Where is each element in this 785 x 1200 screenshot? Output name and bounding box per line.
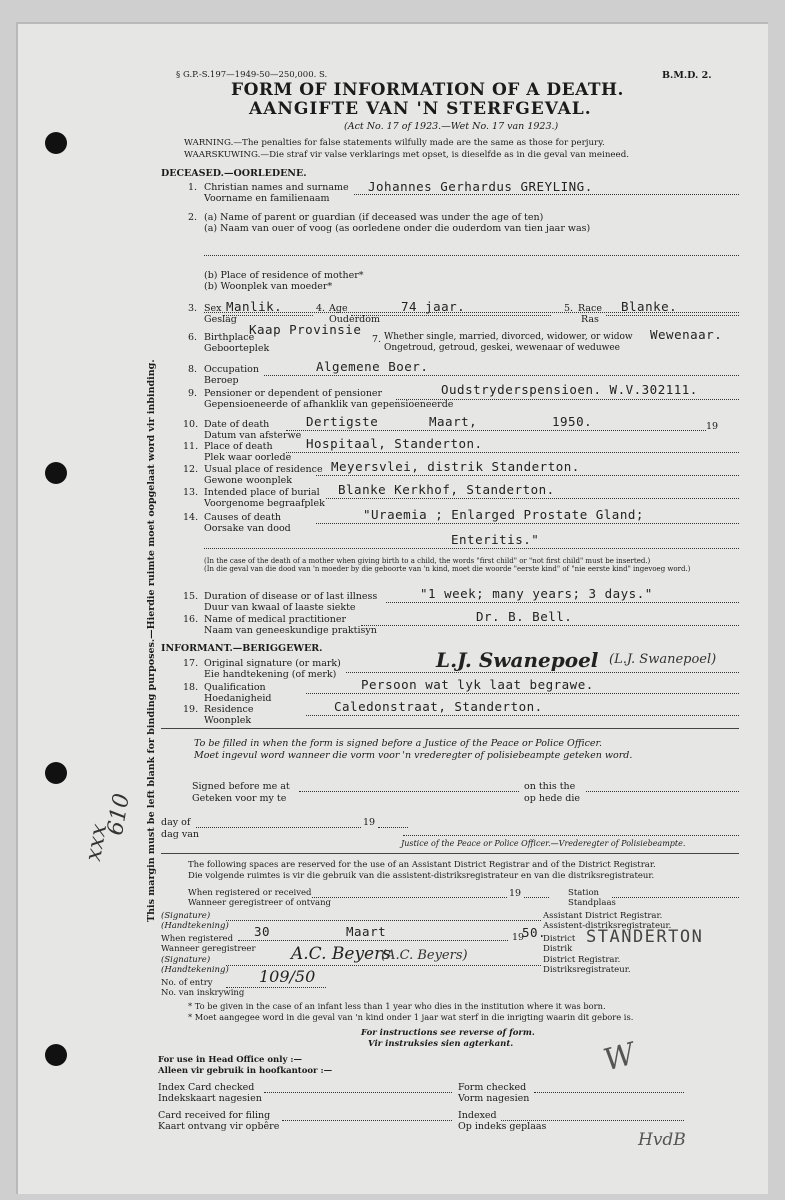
field-17-number: 17. bbox=[183, 658, 199, 669]
field-12-label: Usual place of residence bbox=[204, 464, 323, 475]
field-6-value: Kaap Provinsie bbox=[249, 322, 362, 337]
field-11-label: Place of death bbox=[204, 441, 273, 452]
field-10-label: Date of death bbox=[204, 419, 270, 430]
field-5-value: Blanke. bbox=[621, 299, 678, 314]
field-18-number: 18. bbox=[183, 682, 199, 693]
footnote-english: * To be given in the case of an infant less than 1 year who dies in the institution where it was born. bbox=[188, 1001, 606, 1011]
district-stamp: STANDERTON bbox=[586, 927, 704, 947]
field-14-note-english: (In the case of the death of a mother when giving birth to a child, the words "first child" or "not first child" must be inserted.) bbox=[204, 557, 651, 565]
field-19-label-af: Woonplek bbox=[204, 715, 252, 726]
field-18-value: Persoon wat lyk laat begrawe. bbox=[361, 677, 594, 692]
punch-hole bbox=[45, 462, 67, 484]
informant-signature-printed: (L.J. Swanepoel) bbox=[609, 652, 717, 667]
warning-english: WARNING.—The penalties for false statements wilfully made are the same as those for perjury. bbox=[184, 138, 605, 148]
head-office-title: For use in Head Office only :— bbox=[158, 1055, 302, 1065]
registrar-intro-english: The following spaces are reserved for the use of an Assistant District Registrar and of the District Registrar. bbox=[188, 860, 656, 870]
registered-year: 50. bbox=[522, 925, 547, 940]
field-6-label: Birthplace bbox=[204, 332, 255, 343]
registrar-signature-printed: (A.C. Beyers) bbox=[381, 948, 468, 963]
form-checked-label-af: Vorm nagesien bbox=[458, 1093, 530, 1104]
field-3-value: Manlik. bbox=[226, 299, 283, 314]
district-label-af: Distrik bbox=[543, 944, 573, 954]
received-year-prefix: 19 bbox=[509, 888, 522, 899]
field-11-value: Hospitaal, Standerton. bbox=[306, 436, 483, 451]
field-4-label: Age bbox=[329, 303, 348, 314]
field-7-number: 7. bbox=[372, 334, 382, 345]
print-reference: § G.P.-S.197—1949-50—250,000. S. bbox=[176, 70, 328, 80]
field-13-value: Blanke Kerkhof, Standerton. bbox=[338, 482, 555, 497]
field-19-label: Residence bbox=[204, 704, 254, 715]
entry-number-label: No. of entry bbox=[161, 978, 213, 988]
day-of-label-af: dag van bbox=[161, 829, 199, 840]
field-16-label-af: Naam van geneeskundige praktisyn bbox=[204, 625, 377, 636]
index-card-label-af: Indekskaart nagesien bbox=[158, 1093, 262, 1104]
field-7-label-af: Ongetroud, getroud, geskei, wewenaar of weduwee bbox=[384, 343, 620, 353]
station-label-af: Standplaas bbox=[568, 898, 616, 908]
field-13-label-af: Voorgenome begraafplek bbox=[204, 498, 325, 509]
punch-hole bbox=[45, 762, 67, 784]
district-label: District bbox=[543, 934, 576, 944]
registrar-signature: A.C. Beyers bbox=[291, 944, 391, 964]
form-page bbox=[16, 22, 768, 1194]
station-label: Station bbox=[568, 888, 600, 898]
field-17-label: Original signature (or mark) bbox=[204, 658, 341, 669]
field-14-number: 14. bbox=[183, 512, 199, 523]
field-4-number: 4. bbox=[316, 303, 326, 314]
when-registered-label-af: Wanneer geregistreer bbox=[161, 944, 256, 954]
field-3-label-af: Geslag bbox=[204, 314, 237, 325]
indexed-label: Indexed bbox=[458, 1110, 497, 1121]
field-16-label: Name of medical practitioner bbox=[204, 614, 346, 625]
field-3-label: Sex bbox=[204, 303, 222, 314]
title-english: FORM OF INFORMATION OF A DEATH. bbox=[231, 80, 624, 100]
field-16-value: Dr. B. Bell. bbox=[476, 609, 573, 624]
instructions-english: For instructions see reverse of form. bbox=[361, 1028, 535, 1038]
informant-signature: L.J. Swanepoel bbox=[436, 648, 599, 672]
on-this-the-label-af: op hede die bbox=[524, 793, 581, 804]
field-7-value: Wewenaar. bbox=[650, 327, 723, 342]
punch-hole bbox=[45, 132, 67, 154]
district-registrar-caption-af: Distriksregistrateur. bbox=[543, 965, 631, 975]
binding-margin-note: This margin must be left blank for binding purposes.—Hierdie ruimte moet oopgelaat word vir inbinding. bbox=[146, 359, 157, 922]
field-10-day: Dertigste bbox=[306, 414, 379, 429]
field-1-value: Johannes Gerhardus GREYLING. bbox=[368, 179, 593, 194]
field-10-year: 1950. bbox=[552, 414, 593, 429]
field-4-value: 74 jaar. bbox=[401, 299, 466, 314]
field-18-label: Qualification bbox=[204, 682, 266, 693]
field-16-number: 16. bbox=[183, 614, 199, 625]
field-1-number: 1. bbox=[188, 182, 198, 193]
registrar-signature-label: (Signature) bbox=[161, 955, 211, 965]
field-8-value: Algemene Boer. bbox=[316, 359, 429, 374]
field-6-label-af: Geboorteplek bbox=[204, 343, 270, 354]
field-15-value: "1 week; many years; 3 days." bbox=[420, 586, 653, 601]
signed-before-label: Signed before me at bbox=[192, 781, 290, 792]
field-1-label-af: Voorname en familienaam bbox=[204, 193, 330, 204]
instructions-afrikaans: Vir instruksies sien agterkant. bbox=[368, 1039, 514, 1049]
field-15-label-af: Duur van kwaal of laaste siekte bbox=[204, 602, 356, 613]
field-8-label-af: Beroep bbox=[204, 375, 239, 386]
informant-heading: INFORMANT.—BERIGGEWER. bbox=[161, 643, 323, 654]
field-19-number: 19. bbox=[183, 704, 199, 715]
field-10-month: Maart, bbox=[429, 414, 478, 429]
field-4-label-af: Ouderdom bbox=[329, 314, 380, 325]
field-14-label: Causes of death bbox=[204, 512, 282, 523]
deceased-heading: DECEASED.—OORLEDENE. bbox=[161, 168, 307, 179]
field-3-number: 3. bbox=[188, 303, 198, 314]
form-checked-label: Form checked bbox=[458, 1082, 527, 1093]
field-8-label: Occupation bbox=[204, 364, 259, 375]
indexed-label-af: Op indeks geplaas bbox=[458, 1121, 547, 1132]
field-17-label-af: Eie handtekening (of merk) bbox=[204, 669, 337, 680]
index-card-label: Index Card checked bbox=[158, 1082, 255, 1093]
justice-year-prefix: 19 bbox=[363, 817, 376, 828]
field-2a-label-af: (a) Naam van ouer of voog (as oorledene onder die ouderdom van tien jaar was) bbox=[204, 223, 591, 234]
field-10-number: 10. bbox=[183, 419, 199, 430]
margin-number: 610 bbox=[103, 791, 135, 838]
registrar-signature-label-af: (Handtekening) bbox=[161, 965, 229, 975]
registrar-intro-afrikaans: Die volgende ruimtes is vir die gebruik van die assistent-distriksregistrateur en van die distriksregistrateur. bbox=[188, 871, 655, 881]
act-reference: (Act No. 17 of 1923.—Wet No. 17 van 1923.) bbox=[344, 121, 559, 132]
asst-signature-label: (Signature) bbox=[161, 911, 211, 921]
field-2-number: 2. bbox=[188, 212, 198, 223]
field-9-value: Oudstryderspensioen. W.V.302111. bbox=[441, 382, 698, 397]
punch-hole bbox=[45, 1044, 67, 1066]
registered-year-prefix: 19 bbox=[512, 932, 525, 943]
field-12-value: Meyersvlei, distrik Standerton. bbox=[331, 459, 580, 474]
field-19-value: Caledonstraat, Standerton. bbox=[334, 699, 543, 714]
field-15-number: 15. bbox=[183, 591, 199, 602]
when-received-label: When registered or received bbox=[188, 888, 312, 898]
field-13-number: 13. bbox=[183, 487, 199, 498]
asst-registrar-caption: Assistant District Registrar. bbox=[543, 911, 663, 921]
entry-number-value: 109/50 bbox=[259, 967, 316, 986]
when-received-label-af: Wanneer geregistreer of ontvang bbox=[188, 898, 331, 908]
when-registered-label: When registered bbox=[161, 934, 234, 944]
field-9-label-af: Gepensioeneerde of afhanklik van gepensioeneerde bbox=[204, 399, 454, 410]
justice-officer-caption: Justice of the Peace or Police Officer.—Vrederegter of Polisiebeampte. bbox=[401, 839, 686, 848]
field-18-label-af: Hoedanigheid bbox=[204, 693, 272, 704]
signed-before-label-af: Geteken voor my te bbox=[192, 793, 287, 804]
field-5-label-af: Ras bbox=[581, 314, 599, 325]
field-12-number: 12. bbox=[183, 464, 199, 475]
field-2b-label-af: (b) Woonplek van moeder* bbox=[204, 281, 333, 292]
check-mark: W bbox=[599, 1036, 639, 1079]
registered-month: Maart bbox=[346, 924, 387, 939]
field-14-note-afrikaans: (In die geval van die dood van 'n moeder by die geboorte van 'n kind, moet die woorde "eerste kind" of "nie eerste kind" ingevoeg word.) bbox=[204, 565, 691, 573]
justice-intro-afrikaans: Moet ingevul word wanneer die vorm voor 'n vrederegter of polisiebeampte geteken word. bbox=[194, 750, 633, 761]
field-13-label: Intended place of burial bbox=[204, 487, 320, 498]
field-14-value: "Uraemia ; Enlarged Prostate Gland; bbox=[363, 507, 644, 522]
warning-afrikaans: WAARSKUWING.—Die straf vir valse verklarings met opset, is dieselfde as in die geval van meineed. bbox=[184, 150, 630, 160]
margin-marks: xxx bbox=[81, 821, 113, 864]
footnote-afrikaans: * Moet aangegee word in die geval van 'n kind onder 1 jaar wat sterf in die inrigting waarin dit gebore is. bbox=[188, 1012, 634, 1022]
field-2b-label: (b) Place of residence of mother* bbox=[204, 270, 364, 281]
field-2a-label: (a) Name of parent or guardian (if deceased was under the age of ten) bbox=[204, 212, 544, 223]
entry-number-label-af: No. van inskrywing bbox=[161, 988, 245, 998]
field-10-label-af: Datum van afsterwe bbox=[204, 430, 302, 441]
bottom-initials: HvdB bbox=[638, 1130, 686, 1150]
field-7-label: Whether single, married, divorced, widower, or widow bbox=[384, 332, 633, 342]
field-5-label: Race bbox=[578, 303, 602, 314]
field-10-suffix: 19 bbox=[706, 421, 719, 432]
field-6-number: 6. bbox=[188, 332, 198, 343]
field-9-number: 9. bbox=[188, 388, 198, 399]
registered-day: 30 bbox=[254, 924, 271, 939]
field-15-label: Duration of disease or of last illness bbox=[204, 591, 378, 602]
on-this-the-label: on this the bbox=[524, 781, 576, 792]
field-9-label: Pensioner or dependent of pensioner bbox=[204, 388, 383, 399]
justice-intro-english: To be filled in when the form is signed before a Justice of the Peace or Police Officer. bbox=[194, 738, 603, 749]
field-11-label-af: Plek waar oorlede bbox=[204, 452, 292, 463]
field-11-number: 11. bbox=[183, 441, 199, 452]
form-code: B.M.D. 2. bbox=[662, 70, 712, 81]
day-of-label: day of bbox=[161, 817, 191, 828]
asst-signature-label-af: (Handtekening) bbox=[161, 921, 229, 931]
title-afrikaans: AANGIFTE VAN 'N STERFGEVAL. bbox=[249, 99, 592, 119]
field-5-number: 5. bbox=[564, 303, 574, 314]
field-14-label-af: Oorsake van dood bbox=[204, 523, 291, 534]
field-8-number: 8. bbox=[188, 364, 198, 375]
head-office-title-af: Alleen vir gebruik in hoofkantoor :— bbox=[158, 1066, 333, 1076]
district-registrar-caption: District Registrar. bbox=[543, 955, 621, 965]
card-received-label-af: Kaart ontvang vir opbêre bbox=[158, 1121, 280, 1132]
field-12-label-af: Gewone woonplek bbox=[204, 475, 293, 486]
field-14-value-line2: Enteritis." bbox=[451, 532, 540, 547]
asst-registrar-caption-af: Assistent-distriksregistrateur. bbox=[543, 921, 672, 931]
card-received-label: Card received for filing bbox=[158, 1110, 271, 1121]
field-1-label: Christian names and surname bbox=[204, 182, 349, 193]
